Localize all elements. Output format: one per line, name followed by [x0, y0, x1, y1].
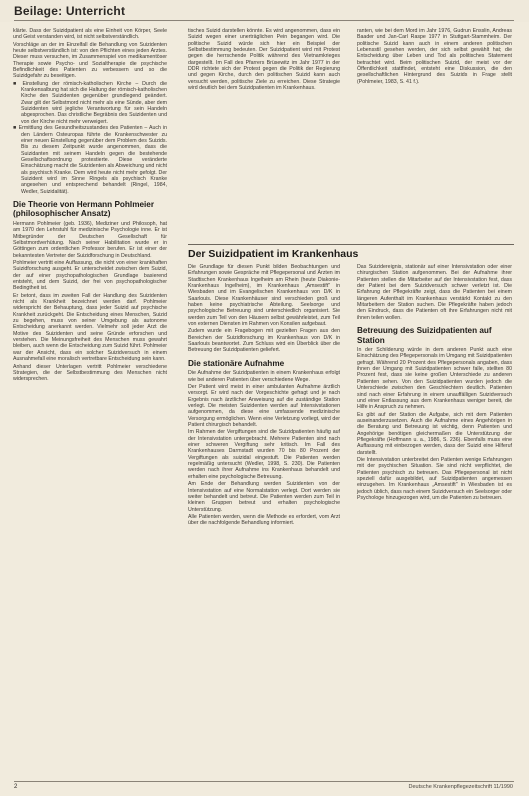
- paragraph: Zudem wurde ein Fragebogen mit gezielten Fragen aus den Bereichen der Suizidforschung im Krankenhaus von D/K in Saarlouis beantwortet. Zum Schluss wird ein Überblick über die Betreuung der Suizidpatienten geliefert.: [188, 328, 340, 354]
- paragraph: Er betont, dass im zweiten Fall der Handlung des Suizidenten nicht als Krankheit bezeichnet werden darf. Pohlmeier widerspricht der Behauptung, dass jeder Suizid auf psychische Krankheit zurückgeht. Die Entscheidung eines Menschen, Suizid zu begehen, muss von seiner Umgebung als autonome Entscheidung anerkannt werden. Vielmehr soll jeder Arzt die Motive des Suizidenten und seine Gründe erforschen und verstehen. Die Meinungsfreiheit des Menschen muss gewahrt bleiben, auch wenn die Entscheidung zum Suizid führt. Pohlmeier war der Ansicht, dass ein solcher Suizidversuch in einem Ausnahmefall eine moralisch vertretbare Entscheidung sein kann.: [13, 292, 167, 363]
- section-title: Beilage: Unterricht: [14, 4, 126, 18]
- bullet-item: ■ Ermittlung des Gesundheitszustandes des Patienten – Auch in den Ländern Osteuropas führte die Krankenschwester zu einer neuen Einstellung gegenüber dem Problem des Suizids. Bis zu diesem Zeitpunkt wurde angenommen, dass die Suizidanten mit seinem Handeln gegen die bestehende Gesellschaftsordnung protestierte. Diese veränderte Einschätzung macht die Suizidenten als Abweichung und nicht als psychisch Kranke. Dem wird heute nicht mehr gefolgt. Der Suizident wird im Sinne Ringels als psychisch Kranke angesehen und entsprechend behandelt (Ringel, 1984, Wedler, Suizidalität).: [13, 125, 167, 195]
- paragraph: Der Patient wird meist in einer ambulanten Aufnahme ärztlich versorgt. Er wird nach der Vorgeschichte gefragt und je nach Ergebnis nach ärztlicher Anweisung auf die zuständige Station verlegt. Die meisten Suizidenten werden auf Intensivstationen aufgenommen, da diese eine umfassende medizinische Versorgung ermöglichen. Wenn eine Verletzung vorliegt, wird der Patient chirurgisch behandelt.: [188, 384, 340, 429]
- paragraph: ranten, wie bei dem Mord im Jahr 1976, Gudrun Ensslin, Andreas Baader und Jan-Carl Raspe 1977 in Stuttgart-Stammheim. Der politische Suizid kann auch in einem anderen politischen Lebensstil gesehen werden, der sich selbst gewählt hat; die Entscheidung über Leben und Tod als politisches Statement betrachtet wird. Beim politischen Suizid, der meist vor der Öffentlichkeit stattfindet, entsteht eine Diskussion, die den gesellschaftlichen Hintergrund des Suizids in Frage stellt (Pohlmeier, 1983, S. 41 f.).: [357, 28, 512, 85]
- section-heading: Die stationäre Aufnahme: [188, 358, 285, 368]
- section-heading: Die Theorie von Hermann Pohlmeier (philosophischer Ansatz): [13, 199, 155, 219]
- paragraph: In der Schilderung würde in dem anderen Punkt auch eine Einschätzung des Pflegepersonals im Umgang mit Suizidpatienten gefragt. Während 20 Prozent des Pflegepersonals angaben, dass ihnen der Umgang mit Suizidpatienten schwer falle, stellten 80 Prozent fest, dass sie keine großen Unterschiede zu anderen Patienten sehen. Von den Suizidpatienten wurden jedoch die Unterschiede zwischen den Geschlechtern deutlich. Patienten sind nach einer Erfahrung in einem unauffälligen Suizidversuch und einer Entlassung aus dem Krankenhaus weniger bereit, die Hilfe in Anspruch zu nehmen.: [357, 347, 512, 411]
- bullet-item: ■ Einstellung der römisch-katholischen Kirche – Durch die Krankensalbung hat sich die Haltung der römisch-katholischen Kirche den Suizidenten gegenüber grundlegend geändert. Zwar gilt der Selbstmord nicht mehr als eine Sünde, aber dem Suizidenten wird jegliche Verantwortung für sein Handeln abgesprochen. Das christliche Begräbnis des Suizidenten und von der Kirche nicht mehr verweigert.: [13, 80, 167, 125]
- paragraph: Das Suizidereignis, stationär auf einer Intensivstation oder einer chirurgischen Station aufgenommen. Bei der Aufnahme ihrer Patienten stellen die Mitarbeiter auf der Intensivstation fest, dass der Patient bei dem Suizidversuch schwer verletzt ist. Die Erfahrung der Pflegekräfte zeigt, dass die Patienten bei einem längeren Aufenthalt im Krankenhaus verstärkt Kontakt zu den Mitarbeitern der Station suchen. Die Pflegekräfte haben jedoch den Eindruck, dass die Patienten oft ihre Erfahrungen nicht mit ihnen teilen wollen.: [357, 264, 512, 321]
- column-middle-top: [188, 28, 340, 92]
- paragraph: Die Aufnahme der Suizidpatienten in einem Krankenhaus erfolgt wie bei anderen Patienten über verschiedene Wege.: [188, 370, 340, 383]
- paragraph: Die Grundlage für diesen Punkt bilden Beobachtungen und Erfahrungen sowie Gespräche mit Pflegepersonal und Ärzten im Stadtischen Krankenhaus Ingelheim am Rhein (heute Diakonie-Krankenhaus Ingelheim), im Krankenhaus „Amsestift" in Wiesbaden und im Evangelischen Krankenhaus von D/K in Saarlouis. Diese Krankenhäuser sind verschieden groß und haben keine psychiatrische Abteilung. Seelsorge und psychologische Betreuung sind unterschiedlich organisiert. Sie werden zum Teil von den Häusern selbst gewährleistet, zum Teil von externen Diensten im Rahmen von Konsilen aufgebaut.: [188, 264, 340, 328]
- paragraph: tisches Suizid darstellen könnte. Es wird angenommen, dass ein Suizid wegen einer unerträglichen Pein begangen wird. Die politische Suizid würde sich hier ein Beispiel der Selbstbestimmung bedeuten. Der Suizidpatient wird mit Protest gegen die herrschende Politik während des Vietnamkrieges dargestellt. Im Fall des Pfarrers Brüsewitz im Jahr 1977 in der DDR richtete sich der Protest gegen die Politik der Regierung und gegen Kirche, durch den politischen Suizid kann auch versucht werden, politische Ziele zu erreichen. Diese Strategie wird deutlich bei dem Suizidpatienten im Krankenhaus.: [188, 28, 340, 92]
- paragraph: Alle Patienten werden, wenn die Methode es erfordert, vom Arzt über die nachfolgende Behandlung informiert.: [188, 513, 340, 527]
- paragraph: Es gibt auf der Station die Aufgabe, sich mit dem Patienten auseinanderzusetzen. Auch die Aufnahme eines Angehörigen in die Beratung und Betreuung ist wichtig, denn Patienten und Angehörige benötigen gleichermaßen die Unterstützung der Pflegekräfte (Hoffmann u. a., 1986, S. 236). Ebenfalls muss eine Auffassung mit einbezogen werden, dass der Suizid eine Hilferuf darstellt.: [357, 411, 512, 456]
- paragraph: klärte. Dass der Suizidpatient als eine Einheit von Körper, Seele und Geist verstanden wird, ist nicht selbstverständlich.: [13, 28, 167, 41]
- paragraph: Pohlmeier vertritt eine Auffassung, die nicht von einer krankhaften Suizidforschung ausgeht. Er unterscheidet zwischen dem Suizid, der auf einer psychopathologischen Grundlage basierend entsteht, und dem Suizid, der frei von psychopathologischer Bedingtheit ist.: [13, 260, 167, 292]
- page-number: 2: [14, 784, 18, 790]
- publication-footer: Deutsche Krankenpflegezeitschrift 11/1990: [408, 784, 513, 790]
- header-band: [0, 0, 529, 22]
- column-right-top: [357, 28, 512, 86]
- header-divider: [14, 20, 514, 21]
- bullet-text: Einstellung der römisch-katholischen Kirche – Durch die Krankensalbung hat sich die Haltung der römisch-katholischen Kirche den Suizidenten gegenüber grundlegend geändert. Zwar gilt der Selbstmord nicht mehr als eine Sünde, aber dem Suizidenten wird jegliche Verantwortung für sein Handeln abgesprochen. Das christliche Begräbnis des Suizidenten und von der Kirche nicht mehr verweigert.: [21, 80, 167, 125]
- column-right: [357, 264, 512, 502]
- paragraph: Vorschläge an der im Einzelfall die Behandlung von Suizidenten heute selbstverständlich ist: von den Pflichten eines jeden Arztes. Dieser muss versuchen, im Zusammenspiel von medikamentöser Therapie sowie Psycho- und Sozialtherapie die psychische Befindlichkeit des Patienten zu verbessern und so die Suizidgefahr zu beseitigen.: [13, 41, 167, 80]
- paragraph: Am Ende der Behandlung werden Suizidenten von der Intensivstation auf eine Normalstation verlegt. Dort werden sie weiter behandelt und betreut. Die Patienten werden zum Teil in kleinen Gruppen betreut und erhalten psychologische Unterstützung.: [188, 481, 340, 513]
- column-left: [13, 28, 167, 384]
- paragraph: Anhand dieser Unterlagen vertritt Pohlmeier verschiedene Strategien, die der Selbstbestimmung des Menschen nicht widersprechen.: [13, 363, 167, 383]
- section-heading: Betreuung des Suizidpatienten auf Station: [357, 326, 492, 345]
- footer-divider: [14, 781, 514, 782]
- column-middle: [188, 264, 340, 528]
- bullet-text: Ermittlung des Gesundheitszustandes des Patienten – Auch in den Ländern Osteuropas führte die Krankenschwester zu einer neuen Einstellung gegenüber dem Problem des Suizids. Bis zu diesem Zeitpunkt wurde angenommen, dass die Suizidanten mit seinem Handeln gegen die bestehende Gesellschaftsordnung protestierte. Diese veränderte Einschätzung macht die Suizidenten als Abweichung und nicht als psychisch Kranke. Dem wird heute nicht mehr gefolgt. Der Suizident wird im Sinne Ringels als psychisch Kranke angesehen und entsprechend behandelt (Ringel, 1984, Wedler, Suizidalität).: [18, 125, 167, 195]
- title-divider: [188, 244, 514, 245]
- paragraph: Im Rahmen der Vergiftungen sind die Suizidpatienten häufig auf der Intensivstation untergebracht. Mehrere Patienten sind nach einer schweren Vergiftung sehr kritisch. Im Fall des Krankenhauses Darmstadt wurden 70 bis 80 Prozent der Vergiftungen als suizidal eingestuft. Die Patienten werden regelmäßig untersucht (Wedler, 1998, S. 230). Die Patienten werden nach ihrer Aufnahme ins Krankenhaus behandelt und erhalten eine psychologische Betreuung.: [188, 429, 340, 480]
- paragraph: Hermann Pohlmeier (geb. 1936), Mediziner und Philosoph, hat am 1970 den Lehrstuhl für medizinische Psychologie inne. Er ist Mitbegründer der Deutschen Gesellschaft für Selbstmordverhütung. Nach seiner Habilitation wurde er in Göttingen zum ordentlichen Professor berufen. Er ist einer der bekanntesten Vertreter der Suizidforschung in Deutschland.: [13, 220, 167, 259]
- article-title: Der Suizidpatient im Krankenhaus: [188, 248, 359, 260]
- paragraph: Die Intensivstation unterbreitet den Patienten wenige Erfahrungen mit der psychischen Situation. Sie sind nicht verpflichtet, die Patienten psychisch zu betreuen. Das Pflegepersonal ist nicht speziell dafür ausgebildet, auf Suizidpatienten angemessen einzugehen. Im Krankenhaus „Amsestift" in Wiesbaden ist es jedoch üblich, dass nach einem Suizidversuch ein Seelsorger oder Psychologe hinzugezogen wird, um die Patienten zu betreuen.: [357, 456, 512, 501]
